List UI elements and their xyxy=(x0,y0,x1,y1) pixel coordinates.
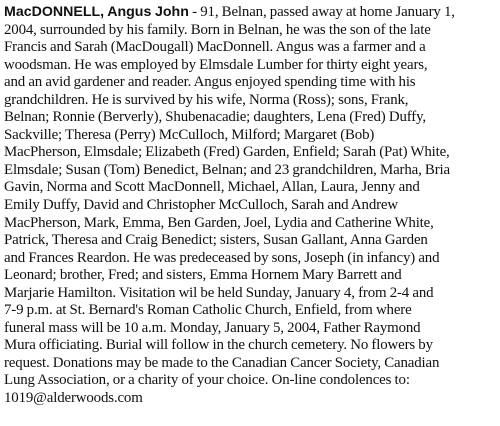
obituary-line-17: Marjarie Hamilton. Visitation wil be held Sunday, January 4, from 2-4 and xyxy=(4,284,434,301)
obituary-line-18: 7-9 p.m. at St. Bernard's Roman Catholic Church, Enfield, from where xyxy=(4,302,412,319)
obituary-line-22: Lung Association, or a charity of your choice. On-line condolences to: xyxy=(4,372,410,389)
obituary-line-19: funeral mass will be 10 a.m. Monday, January 5, 2004, Father Raymond xyxy=(4,319,421,336)
obituary-line-21: request. Donations may be made to the Canadian Cancer Society, Canadian xyxy=(4,354,440,371)
condolence-email: 1019@alderwoods.com xyxy=(4,390,143,407)
obituary-line-9: MacPherson, Elmsdale; Elizabeth (Fred) Garden, Enfield; Sarah (Pat) White, xyxy=(4,144,450,161)
obituary-line-4: woodsman. He was employed by Elmsdale Lumber for thirty eight years, xyxy=(4,56,428,73)
obituary-line-8: Sackville; Theresa (Perry) McCulloch, Milford; Margaret (Bob) xyxy=(4,126,375,143)
obituary-line-7: Belnan; Ronnie (Berverly), Shubenacadie; daughters, Lena (Fred) Duffy, xyxy=(4,109,426,126)
obituary-line-1 xyxy=(4,4,498,22)
obituary-line-13: MacPherson, Mark, Emma, Ben Garden, Joel, Lydia and Catherine White, xyxy=(4,214,434,231)
obituary-line-2: 2004, surrounded by his family. Born in Belnan, he was the son of the late xyxy=(4,21,431,38)
obituary-line-20: Mura officiating. Burial will follow in the church cemetery. No flowers by xyxy=(4,337,433,354)
obituary-line-15: and Frances Reardon. He was predeceased by sons, Joseph (in infancy) and xyxy=(4,249,440,266)
obituary-line-1-text: - 91, Belnan, passed away at home January 1, xyxy=(188,4,455,20)
obituary-line-16: Leonard; brother, Fred; and sisters, Emma Hornem Mary Barrett and xyxy=(4,267,402,284)
obituary-clipping xyxy=(4,4,498,424)
obituary-line-5: and an avid gardener and reader. Angus enjoyed spending time with his xyxy=(4,74,416,91)
obituary-line-3: Francis and Sarah (MacDougall) MacDonnell. Angus was a farmer and a xyxy=(4,39,426,56)
obituary-line-14: Patrick, Theresa and Craig Benedict; sisters, Susan Gallant, Anna Garden xyxy=(4,232,428,249)
obituary-line-10: Elmsdale; Susan (Tom) Benedict, Belnan; and 23 grandchildren, Marha, Bria xyxy=(4,161,450,178)
deceased-name-heading: MacDONNELL, Angus John xyxy=(4,4,189,20)
obituary-line-11: Gavin, Norma and Scott MacDonnell, Michael, Allan, Laura, Jenny and xyxy=(4,179,420,196)
obituary-line-6: grandchildren. He is survived by his wife, Norma (Ross); sons, Frank, xyxy=(4,91,409,108)
obituary-line-12: Emily Duffy, David and Christopher McCulloch, Sarah and Andrew xyxy=(4,197,398,214)
